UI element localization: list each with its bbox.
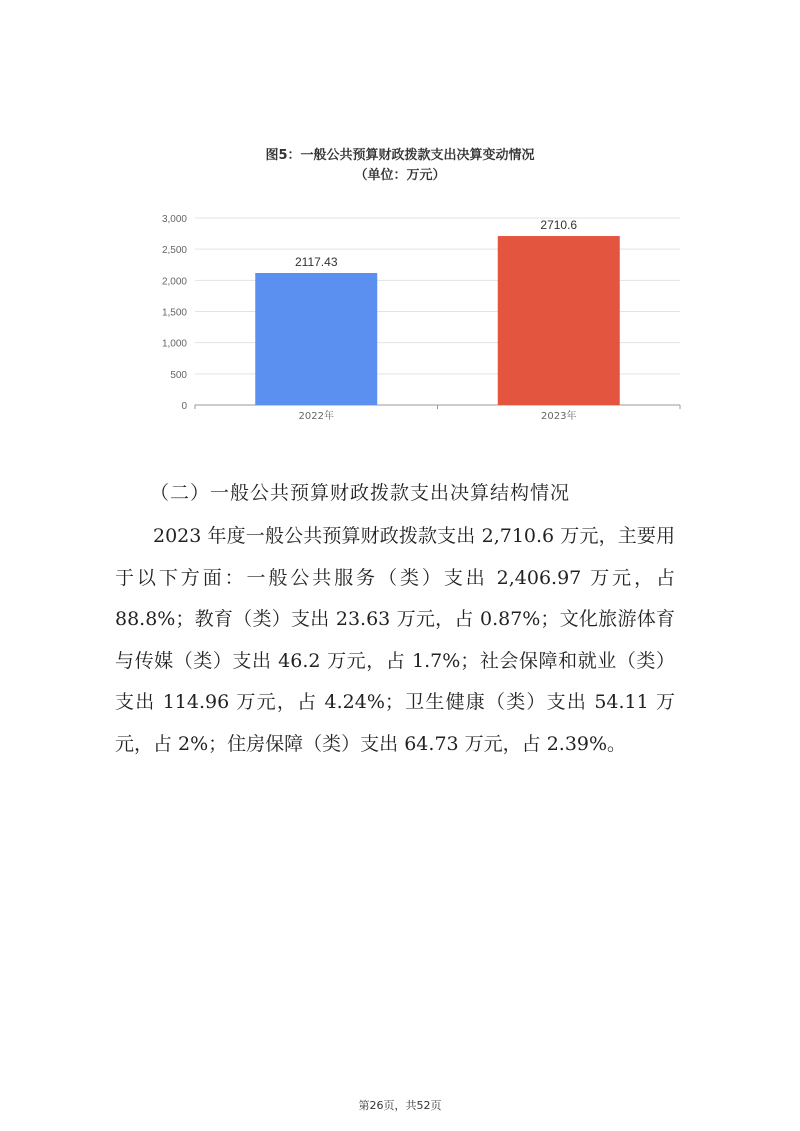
body-paragraph-text: 2023 年度一般公共预算财政拨款支出 2,710.6 万元，主要用于以下方面：一般公共服务（类）支出 2,406.97 万元，占 88.8%；教育（类）支出 23.63 万元，占 0.87%；文化旅游体育与传媒（类）支出 46.2 万元，占 1.7%；社会保障和就业（类）支出 114.96 万元，占 4.24%；卫生健康（类）支出 54.11 万元，占 2%；住房保障（类）支出 64.73 万元，占 2.39%。	[115, 525, 675, 755]
y-tick-label: 500	[170, 369, 187, 381]
y-tick-label: 1,500	[161, 307, 187, 319]
y-tick-label: 2,000	[161, 276, 187, 288]
y-tick-label: 3,000	[161, 214, 187, 225]
body-paragraph	[115, 516, 675, 765]
y-tick-label: 2,500	[161, 245, 187, 257]
data-label: 2710.6	[540, 218, 578, 233]
bar	[255, 273, 377, 405]
bar	[498, 236, 620, 405]
section-heading: （二）一般公共预算财政拨款支出决算结构情况	[150, 482, 571, 504]
y-tick-label: 1,000	[161, 338, 187, 350]
y-tick-label: 0	[181, 401, 187, 412]
x-tick-label: 2022年	[298, 411, 334, 422]
chart-title: 图5：一般公共预算财政拨款支出决算变动情况	[265, 148, 535, 163]
x-tick-label: 2023年	[541, 411, 577, 422]
chart-unit-subtitle: （单位：万元）	[354, 168, 446, 183]
data-label: 2117.43	[295, 255, 338, 270]
page-footer: 第26页，共52页	[358, 1099, 442, 1112]
bar-chart	[150, 205, 690, 430]
